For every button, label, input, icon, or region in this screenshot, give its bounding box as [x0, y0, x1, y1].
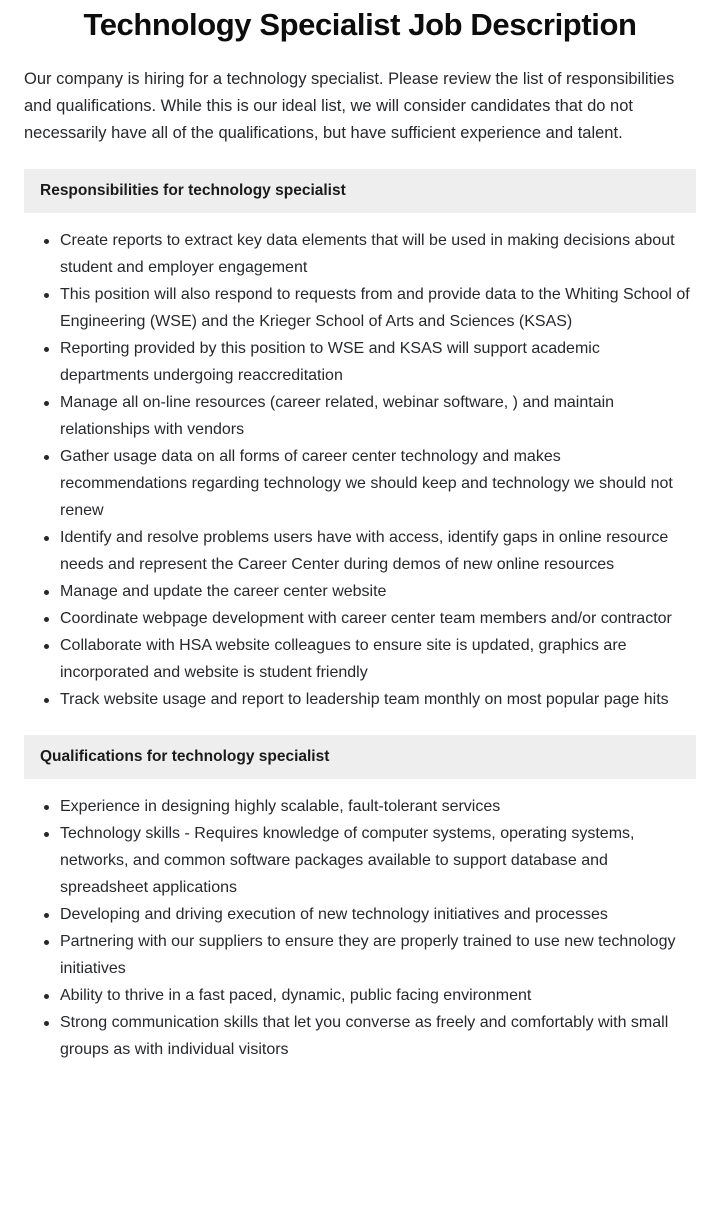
list-item: Partnering with our suppliers to ensure they are properly trained to use new technology initiatives: [24, 928, 696, 982]
responsibilities-list: [24, 227, 696, 713]
list-item: Collaborate with HSA website colleagues to ensure site is updated, graphics are incorporated and website is student friendly: [24, 632, 696, 686]
list-item: Manage and update the career center website: [24, 578, 696, 605]
intro-paragraph: Our company is hiring for a technology specialist. Please review the list of responsibilities and qualifications. While this is our ideal list, we will consider candidates that do not necessarily have all of the qualifications, but have sufficient experience and talent.: [24, 70, 675, 142]
qualifications-list: [24, 793, 696, 1063]
list-item: Reporting provided by this position to WSE and KSAS will support academic departments undergoing reaccreditation: [24, 335, 696, 389]
list-item: Technology skills - Requires knowledge of computer systems, operating systems, networks, and common software packages available to support database and spreadsheet applications: [24, 820, 696, 901]
responsibilities-section-heading: Responsibilities for technology specialist: [24, 169, 696, 213]
list-item: Ability to thrive in a fast paced, dynamic, public facing environment: [24, 982, 696, 1009]
list-item: Identify and resolve problems users have with access, identify gaps in online resource needs and represent the Career Center during demos of new online resources: [24, 524, 696, 578]
page-title: Technology Specialist Job Description: [83, 7, 637, 42]
list-item: Developing and driving execution of new technology initiatives and processes: [24, 901, 696, 928]
list-item: Track website usage and report to leadership team monthly on most popular page hits: [24, 686, 696, 713]
list-item: Manage all on-line resources (career related, webinar software, ) and maintain relationships with vendors: [24, 389, 696, 443]
list-item: Gather usage data on all forms of career center technology and makes recommendations regarding technology we should keep and technology we should not renew: [24, 443, 696, 524]
list-item: Coordinate webpage development with career center team members and/or contractor: [24, 605, 696, 632]
list-item: Experience in designing highly scalable, fault-tolerant services: [24, 793, 696, 820]
list-item: This position will also respond to requests from and provide data to the Whiting School of Engineering (WSE) and the Krieger School of Arts and Sciences (KSAS): [24, 281, 696, 335]
list-item: Strong communication skills that let you converse as freely and comfortably with small groups as with individual visitors: [24, 1009, 696, 1063]
qualifications-section-heading: Qualifications for technology specialist: [24, 735, 696, 779]
list-item: Create reports to extract key data elements that will be used in making decisions about student and employer engagement: [24, 227, 696, 281]
